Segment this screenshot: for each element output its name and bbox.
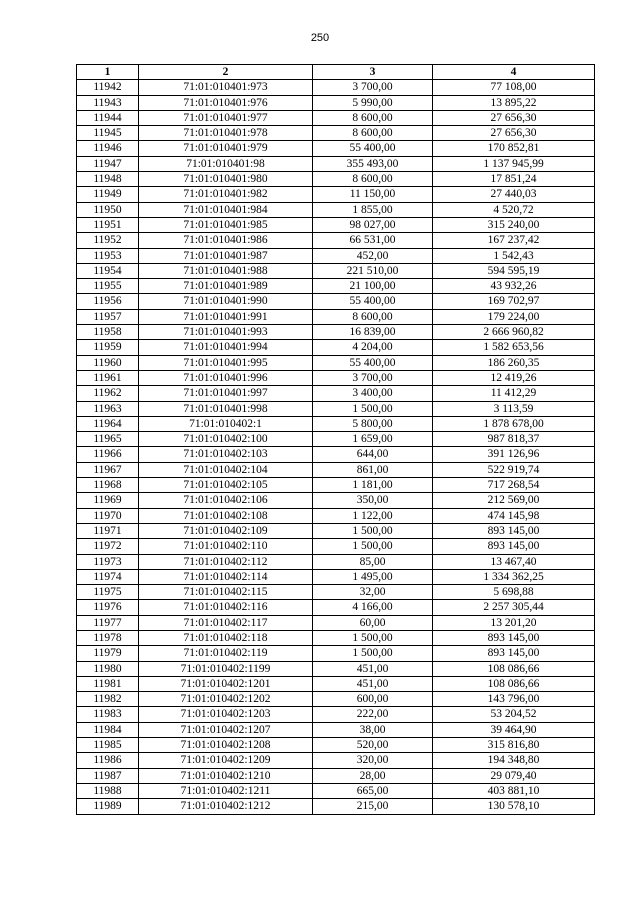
cadastral-value-cell: 186 260,35 bbox=[433, 355, 595, 370]
cadastral-value-cell: 43 932,26 bbox=[433, 279, 595, 294]
table-row bbox=[77, 202, 595, 217]
cadastral-number-cell: 71:01:010402:105 bbox=[139, 478, 313, 493]
cadastral-value-cell: 13 895,22 bbox=[433, 95, 595, 110]
cadastral-value-cell: 27 440,03 bbox=[433, 187, 595, 202]
cadastral-number-cell: 71:01:010401:976 bbox=[139, 95, 313, 110]
area-cell: 98 027,00 bbox=[313, 217, 433, 232]
area-cell: 60,00 bbox=[313, 615, 433, 630]
cadastral-number-cell: 71:01:010402:108 bbox=[139, 508, 313, 523]
area-cell: 8 600,00 bbox=[313, 126, 433, 141]
table-row bbox=[77, 768, 595, 783]
table-row bbox=[77, 600, 595, 615]
table-row bbox=[77, 615, 595, 630]
area-cell: 8 600,00 bbox=[313, 110, 433, 125]
cadastral-value-cell: 143 796,00 bbox=[433, 692, 595, 707]
table-row bbox=[77, 554, 595, 569]
row-number-cell: 11988 bbox=[77, 783, 139, 798]
cadastral-number-cell: 71:01:010402:1202 bbox=[139, 692, 313, 707]
cadastral-number-cell: 71:01:010402:109 bbox=[139, 523, 313, 538]
table-row bbox=[77, 508, 595, 523]
area-cell: 600,00 bbox=[313, 692, 433, 707]
row-number-cell: 11948 bbox=[77, 172, 139, 187]
area-cell: 644,00 bbox=[313, 447, 433, 462]
cadastral-number-cell: 71:01:010401:990 bbox=[139, 294, 313, 309]
area-cell: 32,00 bbox=[313, 585, 433, 600]
area-cell: 355 493,00 bbox=[313, 156, 433, 171]
cadastral-number-cell: 71:01:010402:114 bbox=[139, 569, 313, 584]
cadastral-number-cell: 71:01:010401:997 bbox=[139, 386, 313, 401]
area-cell: 8 600,00 bbox=[313, 309, 433, 324]
cadastral-number-cell: 71:01:010402:1201 bbox=[139, 676, 313, 691]
cadastral-value-cell: 3 113,59 bbox=[433, 401, 595, 416]
table-row bbox=[77, 462, 595, 477]
cadastral-value-cell: 27 656,30 bbox=[433, 110, 595, 125]
row-number-cell: 11978 bbox=[77, 630, 139, 645]
area-cell: 8 600,00 bbox=[313, 172, 433, 187]
table-row bbox=[77, 80, 595, 95]
cadastral-number-cell: 71:01:010402:1 bbox=[139, 416, 313, 431]
cadastral-number-cell: 71:01:010402:1199 bbox=[139, 661, 313, 676]
area-cell: 66 531,00 bbox=[313, 233, 433, 248]
row-number-cell: 11981 bbox=[77, 676, 139, 691]
row-number-cell: 11963 bbox=[77, 401, 139, 416]
area-cell: 451,00 bbox=[313, 661, 433, 676]
row-number-cell: 11961 bbox=[77, 370, 139, 385]
cadastral-number-cell: 71:01:010402:116 bbox=[139, 600, 313, 615]
cadastral-number-cell: 71:01:010402:110 bbox=[139, 539, 313, 554]
row-number-cell: 11951 bbox=[77, 217, 139, 232]
area-cell: 55 400,00 bbox=[313, 294, 433, 309]
cadastral-value-cell: 170 852,81 bbox=[433, 141, 595, 156]
cadastral-number-cell: 71:01:010401:988 bbox=[139, 263, 313, 278]
area-cell: 1 495,00 bbox=[313, 569, 433, 584]
area-cell: 1 500,00 bbox=[313, 539, 433, 554]
table-row bbox=[77, 217, 595, 232]
row-number-cell: 11947 bbox=[77, 156, 139, 171]
row-number-cell: 11960 bbox=[77, 355, 139, 370]
cadastral-number-cell: 71:01:010401:973 bbox=[139, 80, 313, 95]
cadastral-value-table bbox=[76, 64, 595, 815]
cadastral-number-cell: 71:01:010401:984 bbox=[139, 202, 313, 217]
cadastral-number-cell: 71:01:010401:991 bbox=[139, 309, 313, 324]
cadastral-value-cell: 29 079,40 bbox=[433, 768, 595, 783]
cadastral-number-cell: 71:01:010401:989 bbox=[139, 279, 313, 294]
area-cell: 28,00 bbox=[313, 768, 433, 783]
table-row bbox=[77, 569, 595, 584]
area-cell: 5 800,00 bbox=[313, 416, 433, 431]
area-cell: 1 122,00 bbox=[313, 508, 433, 523]
table-row bbox=[77, 447, 595, 462]
area-cell: 452,00 bbox=[313, 248, 433, 263]
cadastral-number-cell: 71:01:010402:1210 bbox=[139, 768, 313, 783]
area-cell: 1 500,00 bbox=[313, 646, 433, 661]
row-number-cell: 11959 bbox=[77, 340, 139, 355]
cadastral-value-cell: 1 137 945,99 bbox=[433, 156, 595, 171]
table-row bbox=[77, 263, 595, 278]
row-number-cell: 11976 bbox=[77, 600, 139, 615]
cadastral-number-cell: 71:01:010401:98 bbox=[139, 156, 313, 171]
row-number-cell: 11954 bbox=[77, 263, 139, 278]
cadastral-number-cell: 71:01:010401:987 bbox=[139, 248, 313, 263]
cadastral-number-cell: 71:01:010402:1208 bbox=[139, 738, 313, 753]
row-number-cell: 11980 bbox=[77, 661, 139, 676]
row-number-cell: 11970 bbox=[77, 508, 139, 523]
cadastral-value-cell: 108 086,66 bbox=[433, 676, 595, 691]
table-row bbox=[77, 386, 595, 401]
row-number-cell: 11943 bbox=[77, 95, 139, 110]
cadastral-value-cell: 987 818,37 bbox=[433, 432, 595, 447]
table-row bbox=[77, 676, 595, 691]
cadastral-value-cell: 474 145,98 bbox=[433, 508, 595, 523]
row-number-cell: 11969 bbox=[77, 493, 139, 508]
area-cell: 38,00 bbox=[313, 722, 433, 737]
row-number-cell: 11949 bbox=[77, 187, 139, 202]
cadastral-number-cell: 71:01:010402:119 bbox=[139, 646, 313, 661]
row-number-cell: 11964 bbox=[77, 416, 139, 431]
area-cell: 21 100,00 bbox=[313, 279, 433, 294]
table-row bbox=[77, 493, 595, 508]
column-header-1: 1 bbox=[77, 65, 139, 80]
area-cell: 222,00 bbox=[313, 707, 433, 722]
row-number-cell: 11974 bbox=[77, 569, 139, 584]
cadastral-value-cell: 1 542,43 bbox=[433, 248, 595, 263]
area-cell: 85,00 bbox=[313, 554, 433, 569]
table-body bbox=[77, 80, 595, 814]
row-number-cell: 11952 bbox=[77, 233, 139, 248]
cadastral-value-cell: 315 240,00 bbox=[433, 217, 595, 232]
cadastral-value-cell: 167 237,42 bbox=[433, 233, 595, 248]
cadastral-number-cell: 71:01:010401:994 bbox=[139, 340, 313, 355]
row-number-cell: 11982 bbox=[77, 692, 139, 707]
page-number: 250 bbox=[310, 32, 330, 44]
table-row bbox=[77, 248, 595, 263]
cadastral-number-cell: 71:01:010401:978 bbox=[139, 126, 313, 141]
row-number-cell: 11942 bbox=[77, 80, 139, 95]
cadastral-number-cell: 71:01:010402:1212 bbox=[139, 799, 313, 814]
row-number-cell: 11956 bbox=[77, 294, 139, 309]
area-cell: 665,00 bbox=[313, 783, 433, 798]
cadastral-value-cell: 39 464,90 bbox=[433, 722, 595, 737]
cadastral-value-cell: 403 881,10 bbox=[433, 783, 595, 798]
table-header-row bbox=[77, 65, 595, 80]
cadastral-value-cell: 169 702,97 bbox=[433, 294, 595, 309]
cadastral-number-cell: 71:01:010401:993 bbox=[139, 325, 313, 340]
table-row bbox=[77, 738, 595, 753]
cadastral-number-cell: 71:01:010402:118 bbox=[139, 630, 313, 645]
row-number-cell: 11972 bbox=[77, 539, 139, 554]
cadastral-value-cell: 893 145,00 bbox=[433, 523, 595, 538]
cadastral-value-cell: 522 919,74 bbox=[433, 462, 595, 477]
row-number-cell: 11985 bbox=[77, 738, 139, 753]
table-row bbox=[77, 630, 595, 645]
area-cell: 350,00 bbox=[313, 493, 433, 508]
table-row bbox=[77, 355, 595, 370]
table-row bbox=[77, 523, 595, 538]
cadastral-value-cell: 108 086,66 bbox=[433, 661, 595, 676]
row-number-cell: 11986 bbox=[77, 753, 139, 768]
row-number-cell: 11966 bbox=[77, 447, 139, 462]
cadastral-value-cell: 13 467,40 bbox=[433, 554, 595, 569]
cadastral-value-cell: 717 268,54 bbox=[433, 478, 595, 493]
row-number-cell: 11975 bbox=[77, 585, 139, 600]
column-header-3: 3 bbox=[313, 65, 433, 80]
cadastral-value-cell: 594 595,19 bbox=[433, 263, 595, 278]
row-number-cell: 11968 bbox=[77, 478, 139, 493]
table-row bbox=[77, 799, 595, 814]
area-cell: 3 400,00 bbox=[313, 386, 433, 401]
table-row bbox=[77, 401, 595, 416]
table-row bbox=[77, 783, 595, 798]
area-cell: 4 166,00 bbox=[313, 600, 433, 615]
row-number-cell: 11984 bbox=[77, 722, 139, 737]
area-cell: 55 400,00 bbox=[313, 141, 433, 156]
cadastral-number-cell: 71:01:010402:103 bbox=[139, 447, 313, 462]
table-row bbox=[77, 141, 595, 156]
cadastral-value-cell: 13 201,20 bbox=[433, 615, 595, 630]
area-cell: 3 700,00 bbox=[313, 80, 433, 95]
table-row bbox=[77, 156, 595, 171]
cadastral-value-cell: 893 145,00 bbox=[433, 630, 595, 645]
cadastral-value-cell: 212 569,00 bbox=[433, 493, 595, 508]
table-row bbox=[77, 309, 595, 324]
row-number-cell: 11962 bbox=[77, 386, 139, 401]
table-row bbox=[77, 294, 595, 309]
table-row bbox=[77, 233, 595, 248]
table-row bbox=[77, 585, 595, 600]
table-row bbox=[77, 340, 595, 355]
cadastral-value-cell: 2 666 960,82 bbox=[433, 325, 595, 340]
row-number-cell: 11946 bbox=[77, 141, 139, 156]
area-cell: 55 400,00 bbox=[313, 355, 433, 370]
cadastral-number-cell: 71:01:010402:115 bbox=[139, 585, 313, 600]
cadastral-number-cell: 71:01:010401:979 bbox=[139, 141, 313, 156]
row-number-cell: 11979 bbox=[77, 646, 139, 661]
row-number-cell: 11989 bbox=[77, 799, 139, 814]
table-row bbox=[77, 707, 595, 722]
area-cell: 16 839,00 bbox=[313, 325, 433, 340]
table-row bbox=[77, 95, 595, 110]
area-cell: 1 500,00 bbox=[313, 401, 433, 416]
row-number-cell: 11955 bbox=[77, 279, 139, 294]
area-cell: 1 500,00 bbox=[313, 523, 433, 538]
cadastral-number-cell: 71:01:010402:1209 bbox=[139, 753, 313, 768]
column-header-2: 2 bbox=[139, 65, 313, 80]
cadastral-value-cell: 4 520,72 bbox=[433, 202, 595, 217]
table-row bbox=[77, 279, 595, 294]
cadastral-value-cell: 1 334 362,25 bbox=[433, 569, 595, 584]
cadastral-value-cell: 1 582 653,56 bbox=[433, 340, 595, 355]
area-cell: 451,00 bbox=[313, 676, 433, 691]
row-number-cell: 11987 bbox=[77, 768, 139, 783]
table-row bbox=[77, 661, 595, 676]
table-row bbox=[77, 325, 595, 340]
area-cell: 221 510,00 bbox=[313, 263, 433, 278]
area-cell: 1 855,00 bbox=[313, 202, 433, 217]
cadastral-number-cell: 71:01:010401:998 bbox=[139, 401, 313, 416]
row-number-cell: 11944 bbox=[77, 110, 139, 125]
cadastral-value-cell: 179 224,00 bbox=[433, 309, 595, 324]
cadastral-value-cell: 77 108,00 bbox=[433, 80, 595, 95]
table-row bbox=[77, 187, 595, 202]
cadastral-number-cell: 71:01:010401:980 bbox=[139, 172, 313, 187]
cadastral-number-cell: 71:01:010402:1207 bbox=[139, 722, 313, 737]
table-row bbox=[77, 539, 595, 554]
cadastral-value-cell: 194 348,80 bbox=[433, 753, 595, 768]
row-number-cell: 11967 bbox=[77, 462, 139, 477]
area-cell: 520,00 bbox=[313, 738, 433, 753]
cadastral-value-cell: 27 656,30 bbox=[433, 126, 595, 141]
cadastral-number-cell: 71:01:010401:985 bbox=[139, 217, 313, 232]
table-row bbox=[77, 172, 595, 187]
area-cell: 3 700,00 bbox=[313, 370, 433, 385]
row-number-cell: 11945 bbox=[77, 126, 139, 141]
cadastral-value-cell: 1 878 678,00 bbox=[433, 416, 595, 431]
cadastral-value-cell: 5 698,88 bbox=[433, 585, 595, 600]
area-cell: 320,00 bbox=[313, 753, 433, 768]
cadastral-number-cell: 71:01:010402:104 bbox=[139, 462, 313, 477]
row-number-cell: 11953 bbox=[77, 248, 139, 263]
area-cell: 1 181,00 bbox=[313, 478, 433, 493]
cadastral-value-cell: 893 145,00 bbox=[433, 646, 595, 661]
cadastral-value-cell: 2 257 305,44 bbox=[433, 600, 595, 615]
row-number-cell: 11958 bbox=[77, 325, 139, 340]
cadastral-number-cell: 71:01:010402:117 bbox=[139, 615, 313, 630]
row-number-cell: 11957 bbox=[77, 309, 139, 324]
table-row bbox=[77, 722, 595, 737]
table-row bbox=[77, 416, 595, 431]
cadastral-value-cell: 11 412,29 bbox=[433, 386, 595, 401]
table-row bbox=[77, 370, 595, 385]
cadastral-number-cell: 71:01:010401:977 bbox=[139, 110, 313, 125]
cadastral-number-cell: 71:01:010401:982 bbox=[139, 187, 313, 202]
area-cell: 1 659,00 bbox=[313, 432, 433, 447]
cadastral-number-cell: 71:01:010401:996 bbox=[139, 370, 313, 385]
cadastral-value-cell: 53 204,52 bbox=[433, 707, 595, 722]
row-number-cell: 11971 bbox=[77, 523, 139, 538]
cadastral-value-cell: 130 578,10 bbox=[433, 799, 595, 814]
row-number-cell: 11983 bbox=[77, 707, 139, 722]
cadastral-value-cell: 893 145,00 bbox=[433, 539, 595, 554]
cadastral-number-cell: 71:01:010402:1211 bbox=[139, 783, 313, 798]
table-row bbox=[77, 753, 595, 768]
area-cell: 5 990,00 bbox=[313, 95, 433, 110]
cadastral-number-cell: 71:01:010401:986 bbox=[139, 233, 313, 248]
cadastral-number-cell: 71:01:010402:112 bbox=[139, 554, 313, 569]
cadastral-value-cell: 391 126,96 bbox=[433, 447, 595, 462]
cadastral-number-cell: 71:01:010402:1203 bbox=[139, 707, 313, 722]
cadastral-number-cell: 71:01:010402:100 bbox=[139, 432, 313, 447]
area-cell: 4 204,00 bbox=[313, 340, 433, 355]
cadastral-value-cell: 315 816,80 bbox=[433, 738, 595, 753]
table-row bbox=[77, 126, 595, 141]
cadastral-number-cell: 71:01:010401:995 bbox=[139, 355, 313, 370]
cadastral-value-cell: 17 851,24 bbox=[433, 172, 595, 187]
row-number-cell: 11977 bbox=[77, 615, 139, 630]
cadastral-value-cell: 12 419,26 bbox=[433, 370, 595, 385]
area-cell: 1 500,00 bbox=[313, 630, 433, 645]
cadastral-number-cell: 71:01:010402:106 bbox=[139, 493, 313, 508]
row-number-cell: 11950 bbox=[77, 202, 139, 217]
column-header-4: 4 bbox=[433, 65, 595, 80]
table-row bbox=[77, 110, 595, 125]
area-cell: 11 150,00 bbox=[313, 187, 433, 202]
area-cell: 215,00 bbox=[313, 799, 433, 814]
table-row bbox=[77, 692, 595, 707]
area-cell: 861,00 bbox=[313, 462, 433, 477]
row-number-cell: 11965 bbox=[77, 432, 139, 447]
table-row bbox=[77, 646, 595, 661]
row-number-cell: 11973 bbox=[77, 554, 139, 569]
table-row bbox=[77, 432, 595, 447]
table-row bbox=[77, 478, 595, 493]
